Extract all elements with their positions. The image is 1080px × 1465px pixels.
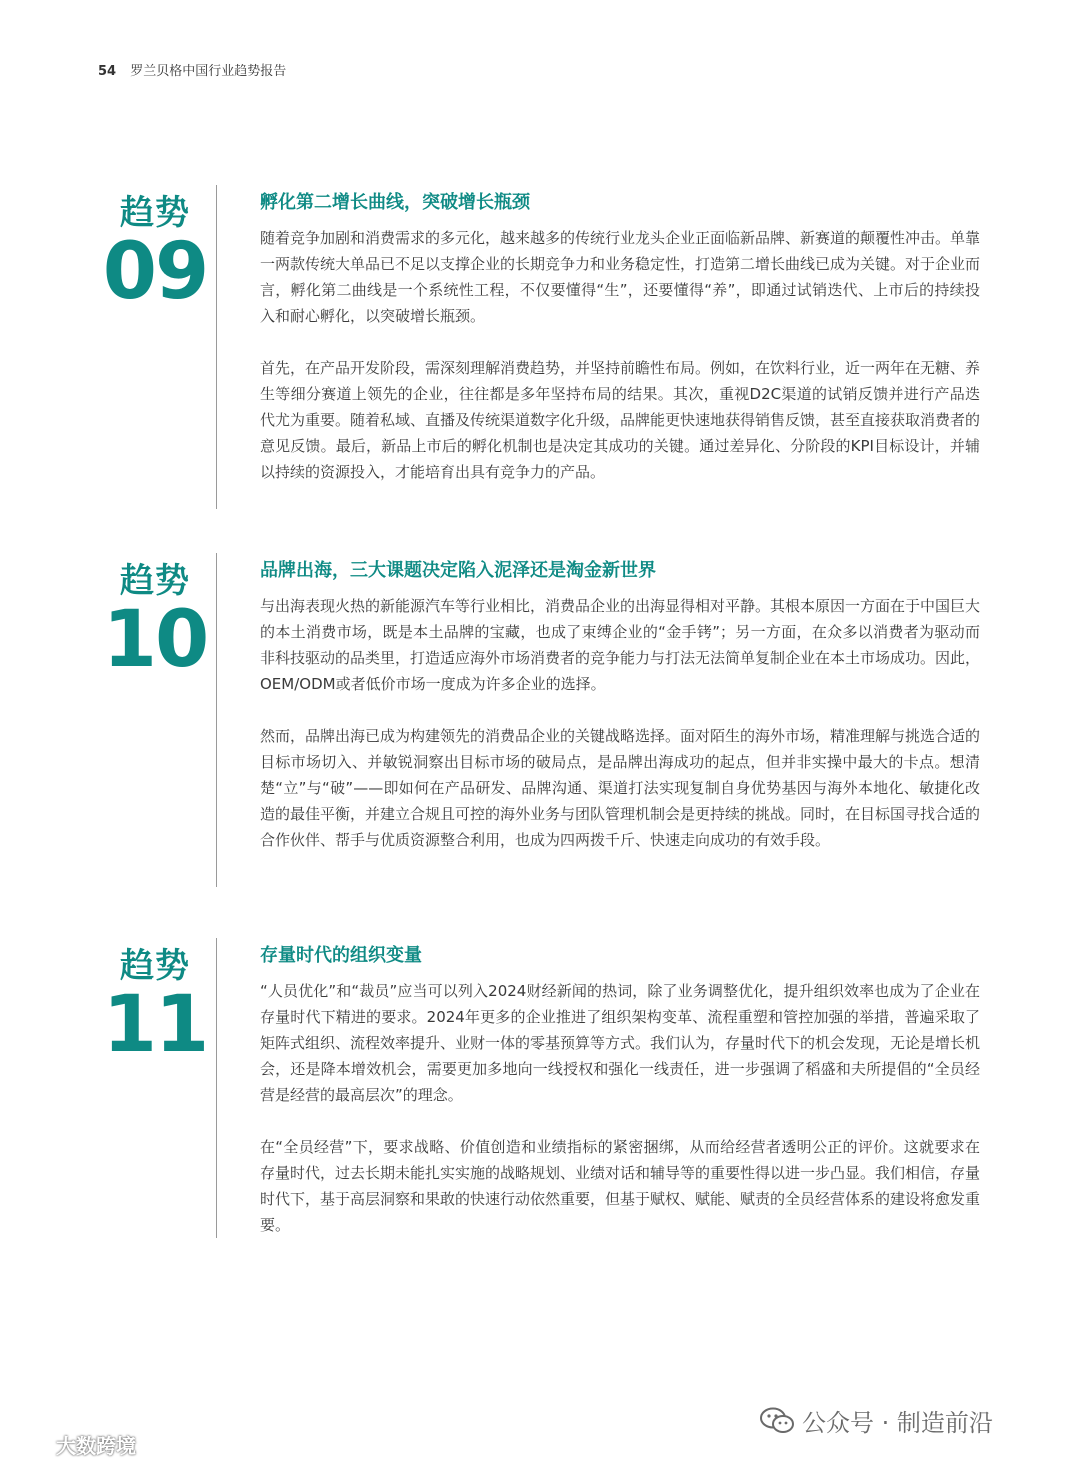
trend-title: 孵化第二增长曲线，突破增长瓶颈 [260, 192, 530, 213]
trend-label: 趋势 [120, 561, 190, 601]
trend-label: 趋势 [120, 946, 190, 986]
wechat-icon [760, 1407, 794, 1435]
divider-line [216, 553, 217, 887]
watermark-text: 公众号 · 制造前沿 [802, 1409, 993, 1437]
page-number: 54 [98, 64, 117, 79]
brand-logo-icon [12, 1433, 52, 1457]
paragraph: 随着竞争加剧和消费需求的多元化，越来越多的传统行业龙头企业正面临新品牌、新赛道的颠覆性冲击。单靠一两款传统大单品已不足以支撑企业的长期竞争力和业务稳定性，打造第二增长曲线已成为关键。对于企业而言，孵化第二曲线是一个系统性工程，不仅要懂得“生”，还要懂得“养”，即通过试销迭代、上市后的持续投入和耐心孵化，以突破增长瓶颈。 [260, 229, 981, 325]
watermark-text: 大数跨境 [56, 1434, 136, 1458]
wechat-watermark [760, 1403, 993, 1438]
paragraph: 在“全员经营”下，要求战略、价值创造和业绩指标的紧密捆绑，从而给经营者透明公正的评价。这就要求在存量时代，过去长期未能扎实实施的战略规划、业绩对话和辅导等的重要性得以进一步凸显。我们相信，存量时代下，基于高层洞察和果敢的快速行动依然重要，但基于赋权、赋能、赋责的全员经营体系的建设将愈发重要。 [260, 1138, 981, 1234]
trend-body [260, 593, 980, 879]
trend-number: 11 [102, 980, 208, 1070]
paragraph: “人员优化”和“裁员”应当可以列入2024财经新闻的热词，除了业务调整优化，提升组织效率也成为了企业在存量时代下精进的要求。2024年更多的企业推进了组织架构变革、流程重塑和管控加强的举措，普遍采取了矩阵式组织、流程效率提升、业财一体的零基预算等方式。我们认为，存量时代下的机会发现，无论是增长机会，还是降本增效机会，需要更加多地向一线授权和强化一线责任，进一步强调了稻盛和夫所提倡的“全员经营是经营的最高层次”的理念。 [260, 982, 981, 1104]
trend-title: 品牌出海，三大课题决定陷入泥泽还是淘金新世界 [260, 560, 656, 581]
trend-body [260, 978, 980, 1264]
trend-number: 10 [102, 595, 208, 685]
report-title: 罗兰贝格中国行业趋势报告 [130, 64, 287, 79]
paragraph: 然而，品牌出海已成为构建领先的消费品企业的关键战略选择。面对陌生的海外市场，精准理解与挑选合适的目标市场切入、并敏锐洞察出目标市场的破局点，是品牌出海成功的起点，但并非实操中最大的卡点。想清楚“立”与“破”——即如何在产品研发、品牌沟通、渠道打法实现复制自身优势基因与海外本地化、敏捷化改造的最佳平衡，并建立合规且可控的海外业务与团队管理机制会是更持续的挑战。同时，在目标国寻找合适的合作伙伴、帮手与优质资源整合利用，也成为四两拨千斤、快速走向成功的有效手段。 [260, 727, 981, 849]
paragraph: 与出海表现火热的新能源汽车等行业相比，消费品企业的出海显得相对平静。其根本原因一方面在于中国巨大的本土消费市场，既是本土品牌的宝藏，也成了束缚企业的“金手铐”；另一方面，在众多以消费者为驱动而非科技驱动的品类里，打造适应海外市场消费者的竞争能力与打法无法简单复制企业在本土市场成功。因此，OEM/ODM或者低价市场一度成为许多企业的选择。 [260, 597, 981, 693]
trend-body [260, 225, 980, 511]
trend-title: 存量时代的组织变量 [260, 945, 422, 966]
page-header [98, 60, 286, 79]
brand-watermark [12, 1430, 136, 1459]
trend-number: 09 [102, 227, 208, 317]
divider-line [216, 185, 217, 509]
divider-line [216, 938, 217, 1238]
trend-label: 趋势 [120, 193, 190, 233]
paragraph: 首先，在产品开发阶段，需深刻理解消费趋势，并坚持前瞻性布局。例如，在饮料行业，近一两年在无糖、养生等细分赛道上领先的企业，往往都是多年坚持布局的结果。其次，重视D2C渠道的试销反馈并进行产品迭代尤为重要。随着私域、直播及传统渠道数字化升级，品牌能更快速地获得销售反馈，甚至直接获取消费者的意见反馈。最后，新品上市后的孵化机制也是决定其成功的关键。通过差异化、分阶段的KPI目标设计，并辅以持续的资源投入，才能培育出具有竞争力的产品。 [260, 359, 981, 481]
